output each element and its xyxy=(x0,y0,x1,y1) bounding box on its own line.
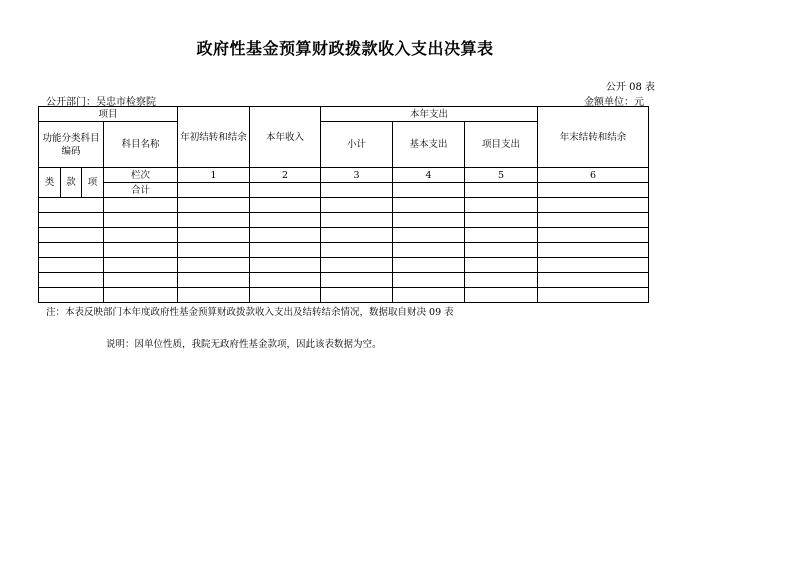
current-expense-header: 本年支出 xyxy=(321,107,538,122)
col-number: 6 xyxy=(538,168,649,183)
empty-cell xyxy=(538,183,649,198)
department-label: 公开部门：吴忠市检察院 xyxy=(46,97,156,108)
amount-unit-label: 金额单位：元 xyxy=(584,97,644,108)
col-number: 5 xyxy=(465,168,538,183)
empty-cell xyxy=(465,183,538,198)
col-number: 2 xyxy=(250,168,321,183)
table-row xyxy=(39,243,649,258)
empty-cell xyxy=(178,183,250,198)
empty-cell xyxy=(321,183,393,198)
item-header: 项目 xyxy=(39,107,178,122)
subject-name-header: 科目名称 xyxy=(104,122,178,168)
table-row xyxy=(39,198,649,213)
empty-cell xyxy=(250,183,321,198)
table-row xyxy=(39,273,649,288)
end-balance-header: 年末结转和结余 xyxy=(538,107,649,168)
empty-cell xyxy=(393,183,465,198)
table-row xyxy=(39,228,649,243)
lanci-label: 栏次 xyxy=(104,168,178,183)
subtotal-header: 小计 xyxy=(321,122,393,168)
table-row xyxy=(39,213,649,228)
table-note: 注：本表反映部门本年度政府性基金预算财政拨款收入支出及结转结余情况，数据取自财决 09 表 xyxy=(46,307,454,318)
page-title: 政府性基金预算财政拨款收入支出决算表 xyxy=(196,39,494,58)
begin-balance-header: 年初结转和结余 xyxy=(178,107,250,168)
basic-expense-header: 基本支出 xyxy=(393,122,465,168)
col-number: 3 xyxy=(321,168,393,183)
kuan-header: 款 xyxy=(61,168,82,198)
xiang-header: 项 xyxy=(82,168,104,198)
form-number: 公开 08 表 xyxy=(605,82,655,93)
total-label: 合计 xyxy=(104,183,178,198)
table-row xyxy=(39,288,649,303)
project-expense-header: 项目支出 xyxy=(465,122,538,168)
budget-table xyxy=(38,106,649,303)
func-code-header: 功能分类科目编码 xyxy=(39,122,104,168)
col-number: 1 xyxy=(178,168,250,183)
explanation-text: 说明：因单位性质，我院无政府性基金款项，因此该表数据为空。 xyxy=(106,339,382,350)
lei-header: 类 xyxy=(39,168,61,198)
col-number: 4 xyxy=(393,168,465,183)
table-row xyxy=(39,258,649,273)
current-income-header: 本年收入 xyxy=(250,107,321,168)
